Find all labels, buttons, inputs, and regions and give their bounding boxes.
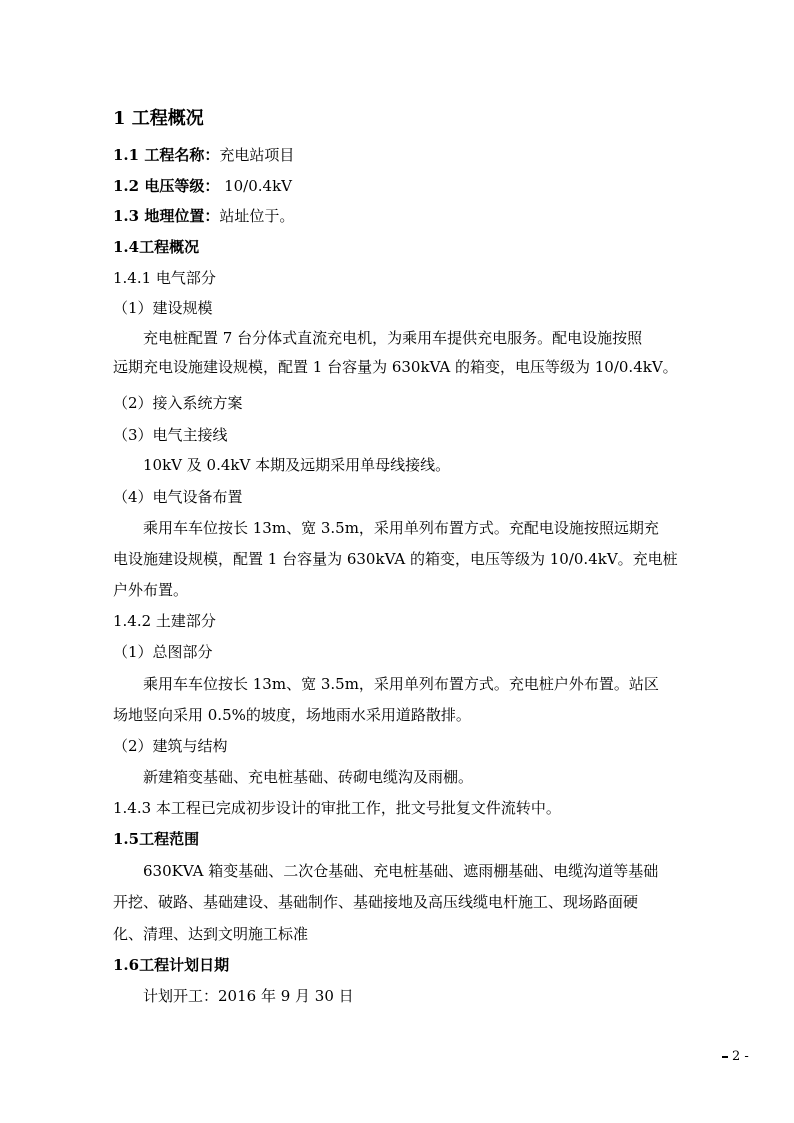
voltage-value: 10/0.4kV — [219, 177, 293, 195]
overview-heading: 1.4工程概况 — [113, 238, 200, 256]
scope-text-line: 开挖、破路、基础建设、基础制作、基础接地及高压线缆电杆施工、现场路面硬 — [113, 893, 639, 911]
page-number-dash — [722, 1056, 728, 1058]
layout-text-line: 户外布置。 — [113, 581, 189, 599]
project-name-value: 充电站项目 — [219, 146, 295, 164]
scope-heading: 1.5工程范围 — [113, 830, 200, 848]
project-name-row — [113, 145, 294, 165]
schedule-heading: 1.6工程计划日期 — [113, 956, 230, 974]
scope-text-line: 化、清理、达到文明施工标准 — [113, 925, 309, 943]
access-title: （2）接入系统方案 — [113, 394, 243, 412]
plan-text-line: 乘用车车位按长 13m、宽 3.5m，采用单列布置方式。充电桩户外布置。站区 — [143, 675, 659, 693]
scale-text-line: 充电桩配置 7 台分体式直流充电机，为乘用车提供充电服务。配电设施按照 — [143, 329, 643, 347]
location-value: 站址位于。 — [219, 207, 295, 225]
voltage-label: 1.2 电压等级： — [113, 177, 220, 195]
scale-text-line: 远期充电设施建设规模，配置 1 台容量为 630kVA 的箱变，电压等级为 10/0.4kV。 — [113, 358, 678, 376]
wiring-title: （3）电气主接线 — [113, 426, 228, 444]
layout-title: （4）电气设备布置 — [113, 488, 243, 506]
voltage-row — [113, 176, 292, 196]
schedule-text: 计划开工：2016 年 9 月 30 日 — [143, 987, 354, 1005]
scope-text-line: 630KVA 箱变基础、二次仓基础、充电桩基础、遮雨棚基础、电缆沟道等基础 — [143, 862, 659, 880]
approval-text: 1.4.3 本工程已完成初步设计的审批工作，批文号批复文件流转中。 — [113, 799, 561, 817]
page-number — [722, 1049, 749, 1065]
layout-text-line: 乘用车车位按长 13m、宽 3.5m，采用单列布置方式。充配电设施按照远期充 — [143, 519, 659, 537]
plan-title: （1）总图部分 — [113, 643, 213, 661]
project-name-label: 1.1 工程名称： — [113, 146, 220, 164]
civil-heading: 1.4.2 土建部分 — [113, 612, 216, 630]
structure-title: （2）建筑与结构 — [113, 737, 228, 755]
plan-text-line: 场地竖向采用 0.5%的坡度，场地雨水采用道路散排。 — [113, 706, 471, 724]
section-heading: 1 工程概况 — [113, 108, 204, 129]
electrical-heading: 1.4.1 电气部分 — [113, 269, 216, 287]
layout-text-line: 电设施建设规模，配置 1 台容量为 630kVA 的箱变，电压等级为 10/0.4kV。充电桩 — [113, 550, 678, 568]
structure-text: 新建箱变基础、充电桩基础、砖砌电缆沟及雨棚。 — [143, 768, 474, 786]
location-row — [113, 206, 294, 226]
wiring-text: 10kV 及 0.4kV 本期及远期采用单母线接线。 — [143, 456, 451, 474]
location-label: 1.3 地理位置： — [113, 207, 220, 225]
scale-title: （1）建设规模 — [113, 299, 213, 317]
page-number-text: 2 - — [732, 1049, 749, 1064]
